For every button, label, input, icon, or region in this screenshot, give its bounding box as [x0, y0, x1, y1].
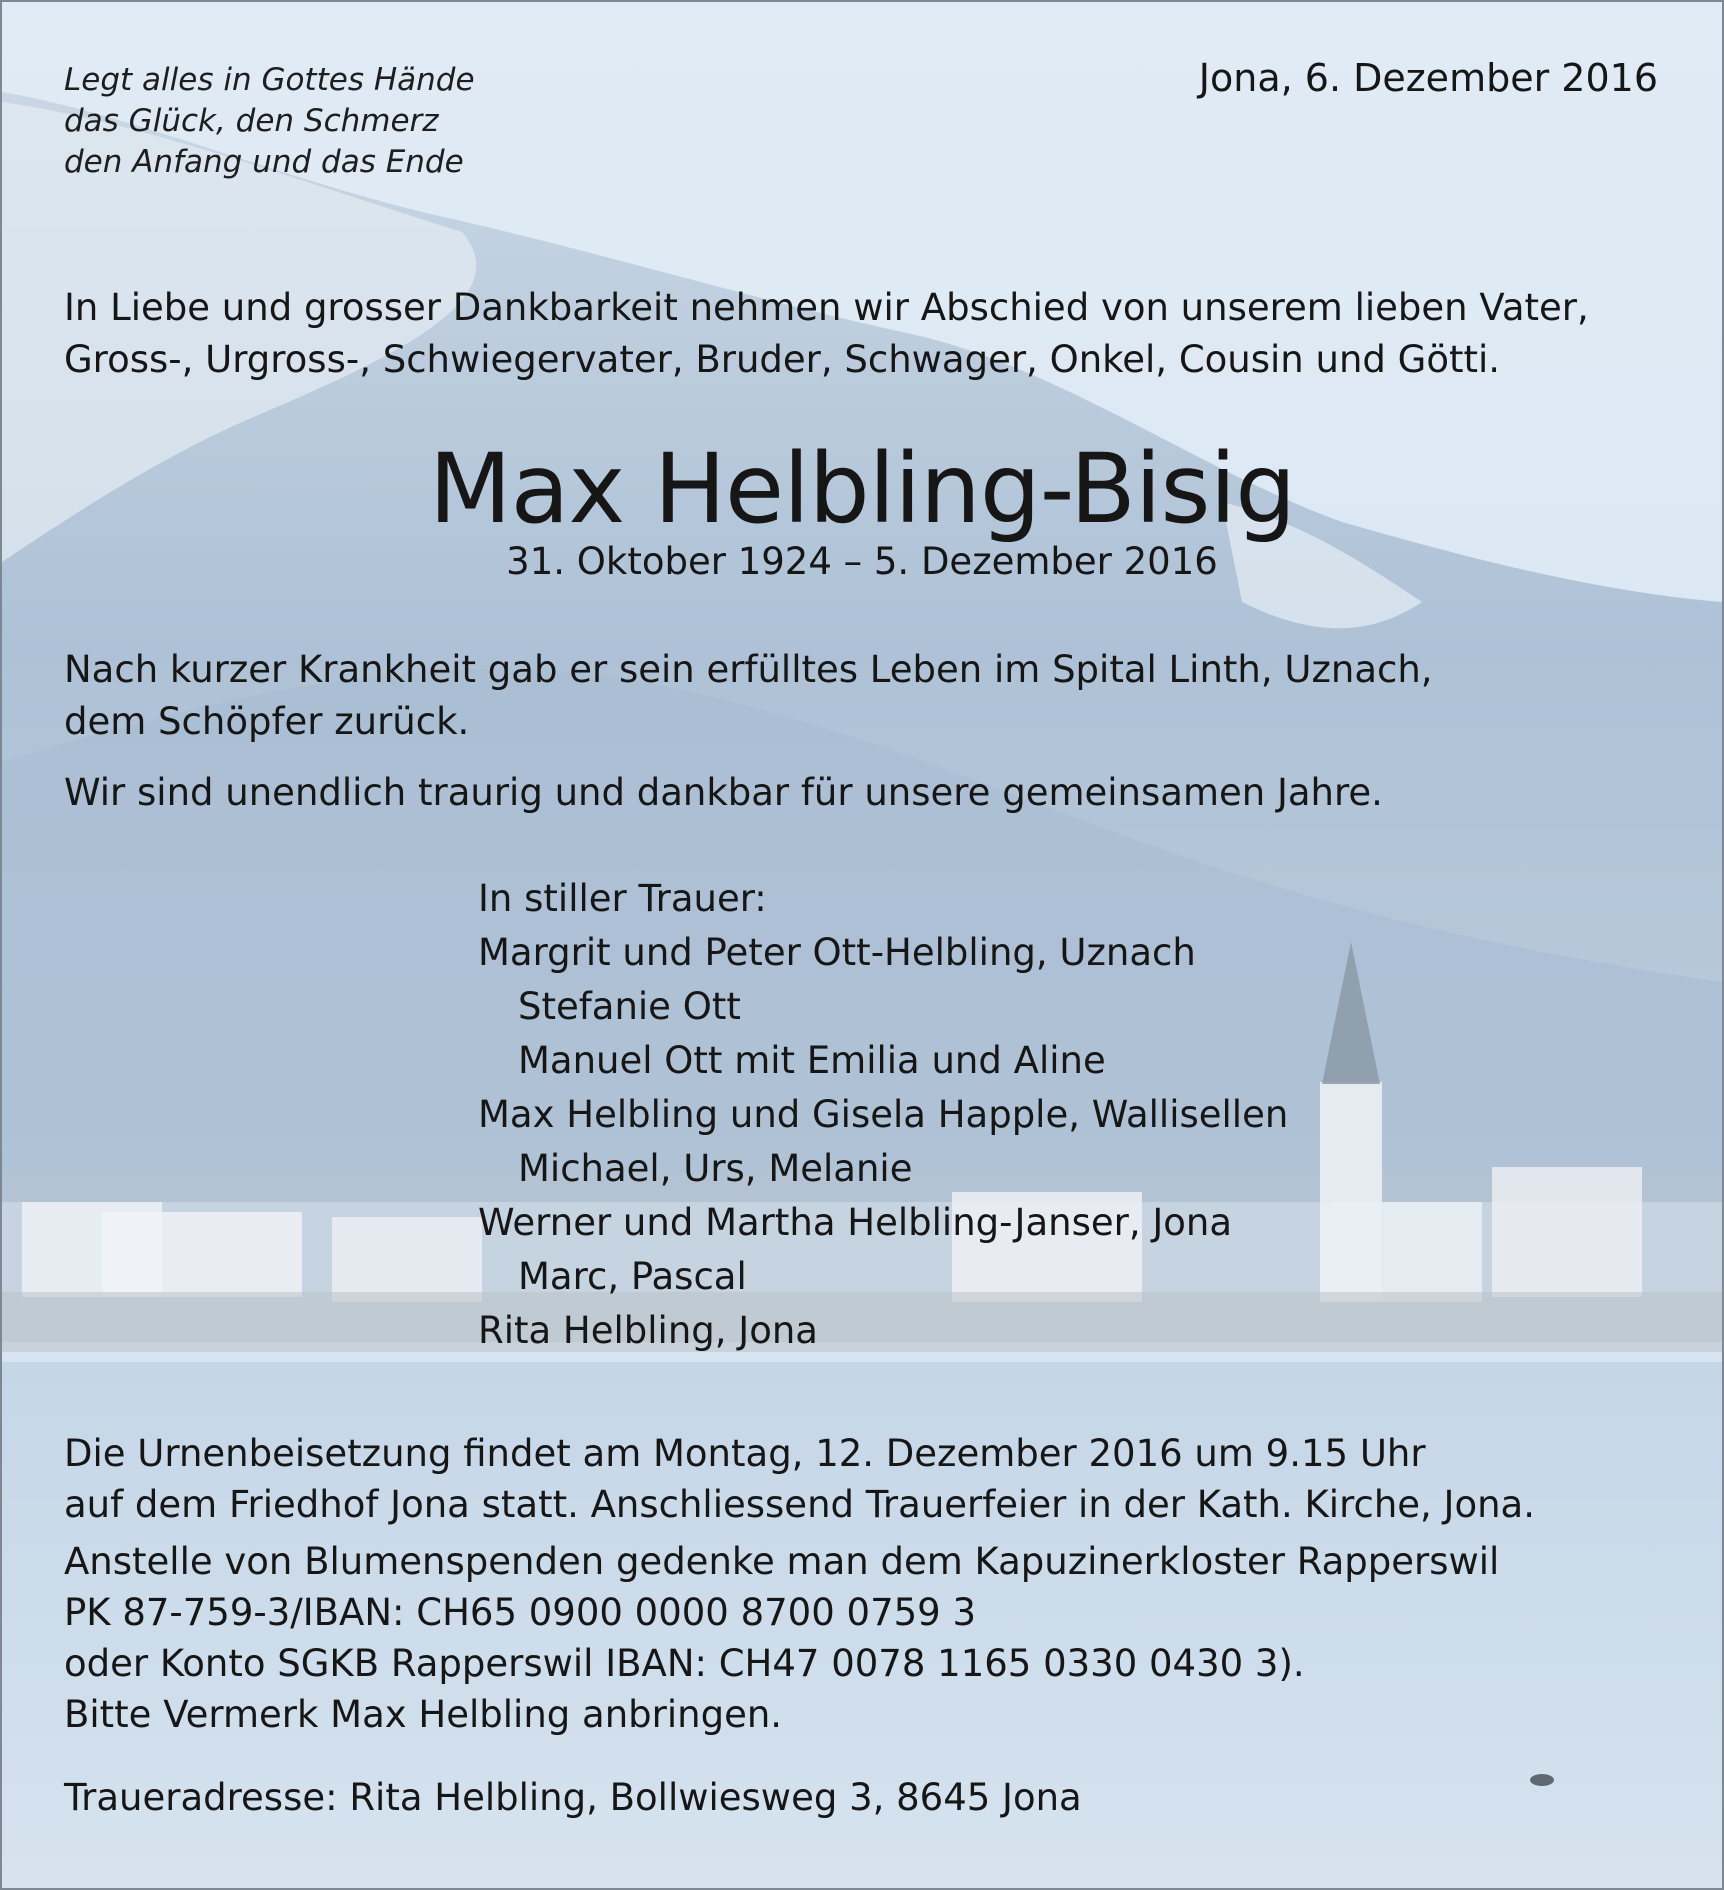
- mourner-family: Margrit und Peter Ott-Helbling, Uznach: [478, 931, 1196, 974]
- donation-line: Bitte Vermerk Max Helbling anbringen.: [64, 1693, 783, 1736]
- mourning-address: Traueradresse: Rita Helbling, Bollwiesweg 3, 8645 Jona: [64, 1776, 1082, 1819]
- mourner-family: Rita Helbling, Jona: [478, 1309, 818, 1352]
- house-mid: [332, 1217, 482, 1302]
- motto-line: Legt alles in Gottes Hände: [64, 62, 475, 98]
- water-bird: [1530, 1774, 1554, 1786]
- mourner-grandchild: Marc, Pascal: [518, 1255, 747, 1298]
- donation-info: [64, 1536, 1499, 1740]
- motto-line: das Glück, den Schmerz: [64, 103, 439, 139]
- mourner-grandchild: Stefanie Ott: [518, 985, 741, 1028]
- mourner-family: Max Helbling und Gisela Happle, Wallisellen: [478, 1093, 1289, 1136]
- lifespan-dates: 31. Oktober 1924 – 5. Dezember 2016: [506, 540, 1218, 583]
- house-left-2: [102, 1212, 302, 1297]
- donation-line: oder Konto SGKB Rapperswil IBAN: CH47 0078 1165 0330 0430 3).: [64, 1642, 1305, 1685]
- intro-line: In Liebe und grosser Dankbarkeit nehmen wir Abschied von unserem lieben Vater,: [64, 286, 1589, 329]
- passing-statement: [64, 644, 1433, 748]
- burial-line: auf dem Friedhof Jona statt. Anschliessend Trauerfeier in der Kath. Kirche, Jona.: [64, 1483, 1535, 1526]
- burial-line: Die Urnenbeisetzung findet am Montag, 12. Dezember 2016 um 9.15 Uhr: [64, 1432, 1426, 1475]
- church-nave: [1332, 1202, 1482, 1302]
- intro-line: Gross-, Urgross-, Schwiegervater, Bruder, Schwager, Onkel, Cousin und Götti.: [64, 338, 1501, 381]
- passing-line: dem Schöpfer zurück.: [64, 700, 470, 743]
- gratitude-statement: Wir sind unendlich traurig und dankbar für unsere gemeinsamen Jahre.: [64, 771, 1383, 814]
- donation-line: Anstelle von Blumenspenden gedenke man dem Kapuzinerkloster Rapperswil: [64, 1540, 1500, 1583]
- motto-verse: [64, 60, 475, 183]
- passing-line: Nach kurzer Krankheit gab er sein erfülltes Leben im Spital Linth, Uznach,: [64, 648, 1433, 691]
- donation-line: PK 87-759-3/IBAN: CH65 0900 0000 8700 0759 3: [64, 1591, 976, 1634]
- mourning-heading: In stiller Trauer:: [478, 877, 767, 920]
- farewell-intro: [64, 282, 1589, 386]
- mourner-grandchild: Michael, Urs, Melanie: [518, 1147, 913, 1190]
- mourner-grandchild: Manuel Ott mit Emilia und Aline: [518, 1039, 1106, 1082]
- deceased-name: Max Helbling-Bisig: [428, 433, 1296, 545]
- house-right: [1492, 1167, 1642, 1297]
- mourners-list: [478, 872, 1288, 1358]
- burial-info: [64, 1428, 1535, 1530]
- mourner-family: Werner und Martha Helbling-Janser, Jona: [478, 1201, 1233, 1244]
- motto-line: den Anfang und das Ende: [64, 144, 464, 180]
- place-date: Jona, 6. Dezember 2016: [1198, 56, 1658, 100]
